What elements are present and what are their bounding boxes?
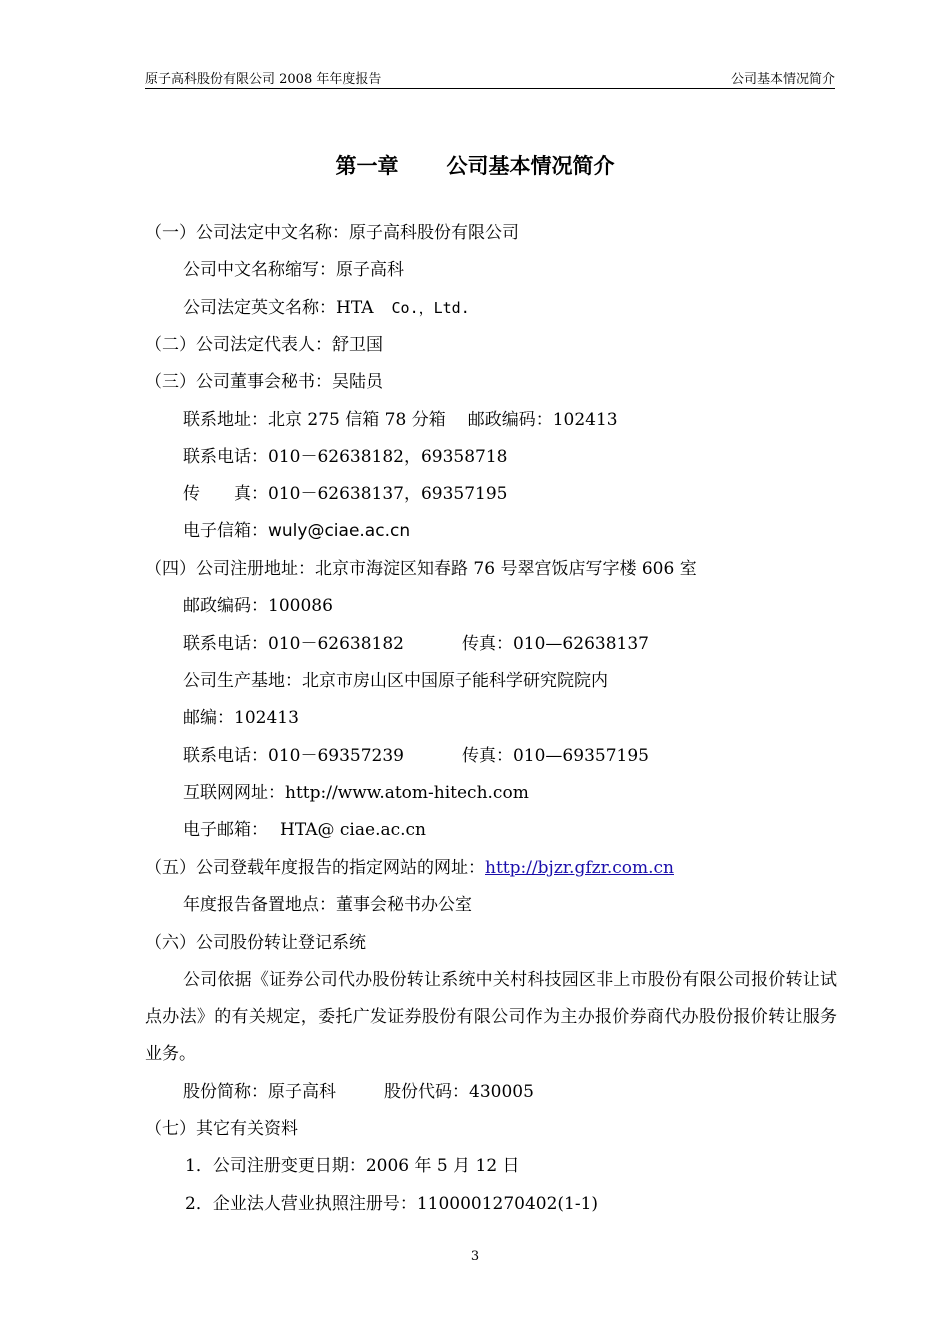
secretary-phone: 联系电话：010－62638182，69358718 xyxy=(183,447,508,467)
registered-phone: 联系电话：010－62638182 xyxy=(183,634,404,654)
registered-address-line xyxy=(145,557,697,581)
legal-cn-name-label: （一）公司法定中文名称： xyxy=(145,223,349,243)
registration-change-date: 1．公司注册变更日期：2006 年 5 月 12 日 xyxy=(185,1156,520,1176)
board-secretary: 吴陆员 xyxy=(332,372,383,392)
cn-abbr: 原子高科 xyxy=(336,260,404,280)
en-name-suffix: Co.，Ltd. xyxy=(391,299,470,317)
share-code: 股份代码：430005 xyxy=(384,1082,534,1102)
chapter-name: 公司基本情况简介 xyxy=(446,154,615,178)
secretary-email-line xyxy=(183,519,410,543)
company-email[interactable]: HTA@ ciae.ac.cn xyxy=(280,820,427,840)
page-header xyxy=(145,66,835,89)
chapter-number: 第一章 xyxy=(335,154,399,178)
production-base-phone: 联系电话：010－69357239 xyxy=(183,746,404,766)
business-license-number: 2．企业法人营业执照注册号：1100001270402(1-1) xyxy=(185,1194,599,1214)
registered-address-label: （四）公司注册地址： xyxy=(145,559,315,579)
share-transfer-heading: （六）公司股份转让登记系统 xyxy=(145,933,366,953)
registered-address: 北京市海淀区知春路 76 号翠宫饭店写字楼 606 室 xyxy=(315,559,697,579)
registered-postcode: 邮政编码：100086 xyxy=(183,596,333,616)
share-short-name: 股份简称：原子高科 xyxy=(183,1082,336,1102)
other-info-heading: （七）其它有关资料 xyxy=(145,1119,298,1139)
legal-rep: 舒卫国 xyxy=(332,335,383,355)
production-base-postcode: 邮编：102413 xyxy=(183,708,299,728)
secretary-fax: 010－62638137，69357195 xyxy=(268,484,508,504)
chapter-title xyxy=(0,150,950,180)
cn-abbr-label: 公司中文名称缩写： xyxy=(183,260,336,280)
board-secretary-label: （三）公司董事会秘书： xyxy=(145,372,332,392)
share-info-line xyxy=(183,1080,534,1104)
cn-abbr-line xyxy=(183,258,404,282)
report-website-line xyxy=(145,856,674,880)
legal-rep-label: （二）公司法定代表人： xyxy=(145,335,332,355)
en-name-main: HTA xyxy=(336,298,374,318)
page-number: 3 xyxy=(470,1249,480,1264)
share-transfer-paragraph: 公司依据《证券公司代办股份转让系统中关村科技园区非上市股份有限公司报价转让试点办法》的有关规定，委托广发证券股份有限公司作为主办报价券商代办股份报价转让服务业务。 xyxy=(145,970,837,1064)
secretary-email[interactable]: wuly@ciae.ac.cn xyxy=(268,521,411,541)
registered-contact-line xyxy=(183,632,649,656)
secretary-postcode: 邮政编码：102413 xyxy=(467,410,618,430)
secretary-fax-label: 传 真： xyxy=(183,484,268,504)
en-name-label: 公司法定英文名称： xyxy=(183,298,336,318)
report-location: 年度报告备置地点：董事会秘书办公室 xyxy=(183,895,472,915)
production-base-contact-line xyxy=(183,744,649,768)
production-base-fax: 传真：010—69357195 xyxy=(461,746,649,766)
legal-rep-line xyxy=(145,333,383,357)
legal-cn-name: 原子高科股份有限公司 xyxy=(349,223,519,243)
header-report-title: 原子高科股份有限公司 2008 年年度报告 xyxy=(145,72,382,87)
legal-cn-name-line xyxy=(145,221,519,245)
company-email-label: 电子邮箱： xyxy=(183,820,268,840)
production-base: 公司生产基地：北京市房山区中国原子能科学研究院院内 xyxy=(183,671,608,691)
secretary-contact-line xyxy=(183,408,618,432)
secretary-address: 联系地址：北京 275 信箱 78 分箱 xyxy=(183,410,446,430)
company-email-line xyxy=(183,818,426,842)
report-website-link[interactable]: http://bjzr.gfzr.com.cn xyxy=(485,858,674,878)
board-secretary-line xyxy=(145,370,383,394)
registered-fax: 传真：010—62638137 xyxy=(461,634,649,654)
company-website: 互联网网址：http://www.atom-hitech.com xyxy=(183,783,529,803)
secretary-email-label: 电子信箱： xyxy=(183,521,268,541)
header-section-title: 公司基本情况简介 xyxy=(730,72,835,87)
en-name-line xyxy=(183,296,470,320)
secretary-fax-line xyxy=(183,482,508,506)
report-website-label: （五）公司登载年度报告的指定网站的网址： xyxy=(145,858,485,878)
